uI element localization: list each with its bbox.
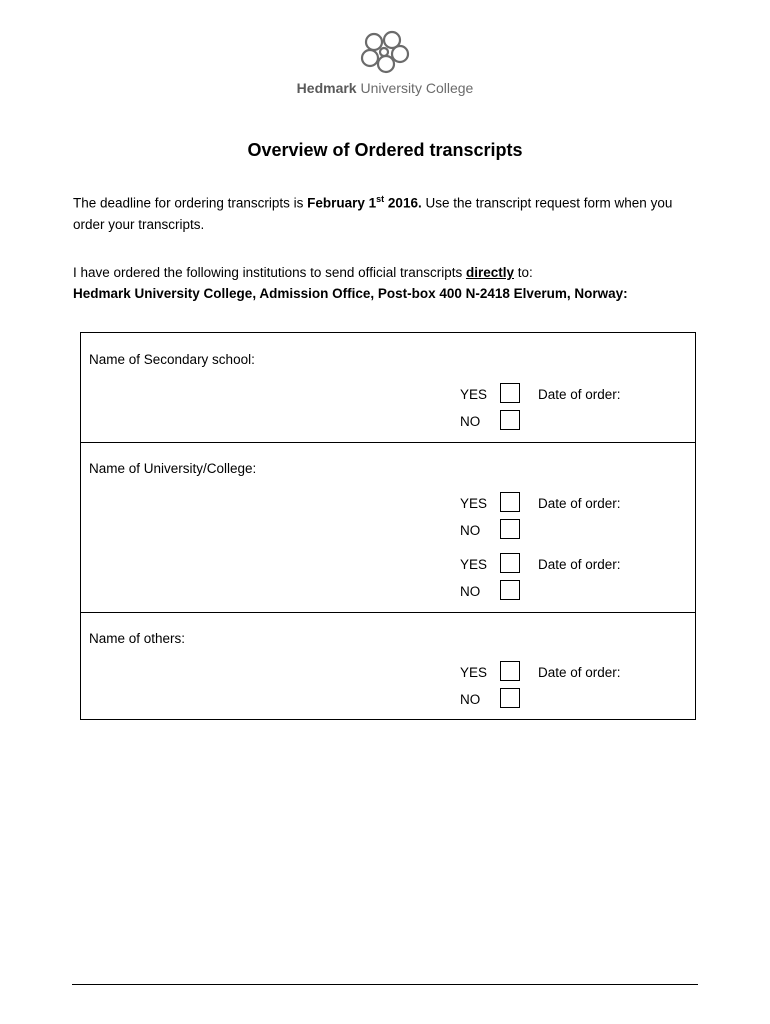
section-label: Name of University/College: — [89, 461, 257, 476]
yes-label: YES — [460, 387, 488, 402]
yes-label: YES — [460, 665, 488, 680]
deadline-paragraph: The deadline for ordering transcripts is February 1st 2016. Use the transcript request form when you order your transcripts. — [73, 194, 673, 232]
section-label: Name of Secondary school: — [89, 352, 255, 367]
yes-label: YES — [460, 557, 488, 572]
date-of-order-label: Date of order: — [538, 496, 621, 511]
yes-checkbox[interactable] — [500, 383, 520, 403]
section-label: Name of others: — [89, 631, 186, 646]
no-label: NO — [460, 523, 481, 538]
yes-checkbox[interactable] — [500, 661, 520, 681]
no-label: NO — [460, 584, 481, 599]
no-checkbox[interactable] — [500, 519, 520, 539]
address-line: Hedmark University College, Admission Office, Post-box 400 N-2418 Elverum, Norway: — [73, 286, 628, 301]
organization-name: Hedmark University College — [296, 80, 474, 96]
yes-label: YES — [460, 496, 488, 511]
no-checkbox[interactable] — [500, 580, 520, 600]
section-secondary-school — [81, 333, 695, 443]
date-of-order-label: Date of order: — [538, 387, 621, 402]
instruction-paragraph: I have ordered the following institutions to send official transcripts directly to: Hedmark University College, Admission Office, Post-box 400 N-2418 Elverum, Norway: — [73, 265, 628, 301]
date-of-order-label: Date of order: — [538, 557, 621, 572]
section-university-college — [81, 443, 695, 613]
no-label: NO — [460, 692, 481, 707]
page-title: Overview of Ordered transcripts — [247, 140, 523, 160]
no-label: NO — [460, 414, 481, 429]
date-of-order-label: Date of order: — [538, 665, 621, 680]
section-others — [81, 613, 695, 719]
knot-logo-icon — [356, 28, 412, 76]
footer-divider — [72, 984, 698, 985]
no-checkbox[interactable] — [500, 688, 520, 708]
yes-checkbox[interactable] — [500, 553, 520, 573]
no-checkbox[interactable] — [500, 410, 520, 430]
transcript-table — [80, 332, 696, 720]
yes-checkbox[interactable] — [500, 492, 520, 512]
